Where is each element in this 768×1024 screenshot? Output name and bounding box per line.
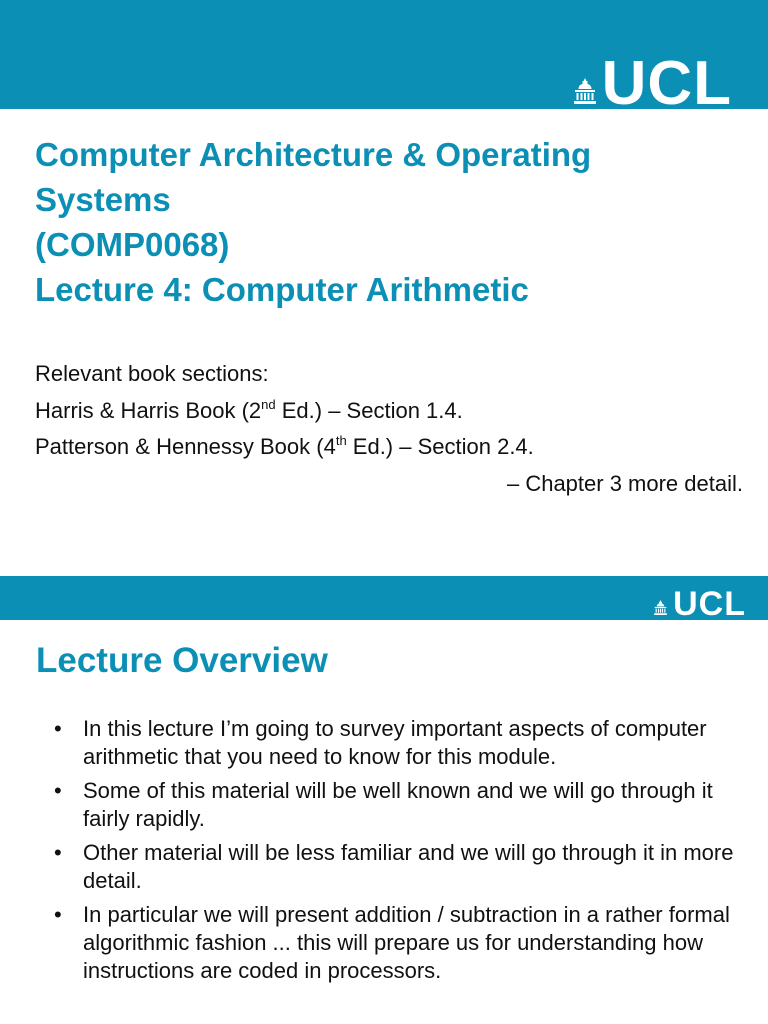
book-text: Ed.) – Section 2.4.	[346, 434, 534, 459]
bullet-text: In particular we will present addition / subtraction in a rather formal algorithmic fashion ... this will prepare us for understanding how instructions are coded in processors.	[83, 902, 730, 983]
book-patterson	[35, 429, 745, 466]
list-item	[54, 777, 744, 833]
bullet-text: Some of this material will be well known and we will go through it fairly rapidly.	[83, 778, 713, 831]
bullet-icon: •	[54, 778, 62, 803]
title-line: Lecture 4: Computer Arithmetic	[35, 271, 529, 308]
bullet-list	[54, 715, 744, 991]
book-text: Harris & Harris Book (2	[35, 397, 262, 423]
bullet-icon: •	[54, 840, 62, 865]
title-line: Computer Architecture & Operating	[35, 136, 592, 173]
header-banner	[0, 576, 768, 623]
bullet-icon: •	[54, 902, 62, 927]
portico-icon	[654, 589, 667, 620]
header-banner	[0, 0, 768, 118]
book-text: Ed.) – Section 1.4.	[275, 397, 463, 423]
list-item	[54, 901, 744, 985]
title-line: (COMP0068)	[35, 226, 230, 263]
book-chapter: – Chapter 3 more detail.	[506, 470, 743, 496]
title-line: Systems	[35, 181, 171, 218]
list-item	[54, 715, 744, 771]
bullet-text: Other material will be less familiar and we will go through it in more detail.	[83, 840, 734, 893]
book-text: Patterson & Hennessy Book (4	[35, 434, 336, 459]
ucl-logo	[574, 49, 732, 118]
slide-title: Lecture Overview	[36, 641, 328, 680]
ordinal-sup: nd	[261, 396, 276, 412]
book-references	[35, 356, 745, 502]
logo-text: UCL	[601, 49, 732, 118]
portico-icon	[574, 56, 596, 112]
book-intro: Relevant book sections:	[35, 361, 269, 386]
ordinal-sup: th	[335, 433, 347, 448]
slide-2	[0, 576, 768, 1024]
bullet-text: In this lecture I’m going to survey important aspects of computer arithmetic that you need to know for this module.	[83, 716, 707, 769]
logo-text: UCL	[673, 585, 746, 623]
bullet-icon: •	[54, 716, 62, 741]
slide-separator	[0, 560, 768, 576]
book-harris	[35, 393, 745, 430]
list-item	[54, 839, 744, 895]
slide-title	[35, 132, 735, 312]
ucl-logo	[654, 585, 746, 623]
